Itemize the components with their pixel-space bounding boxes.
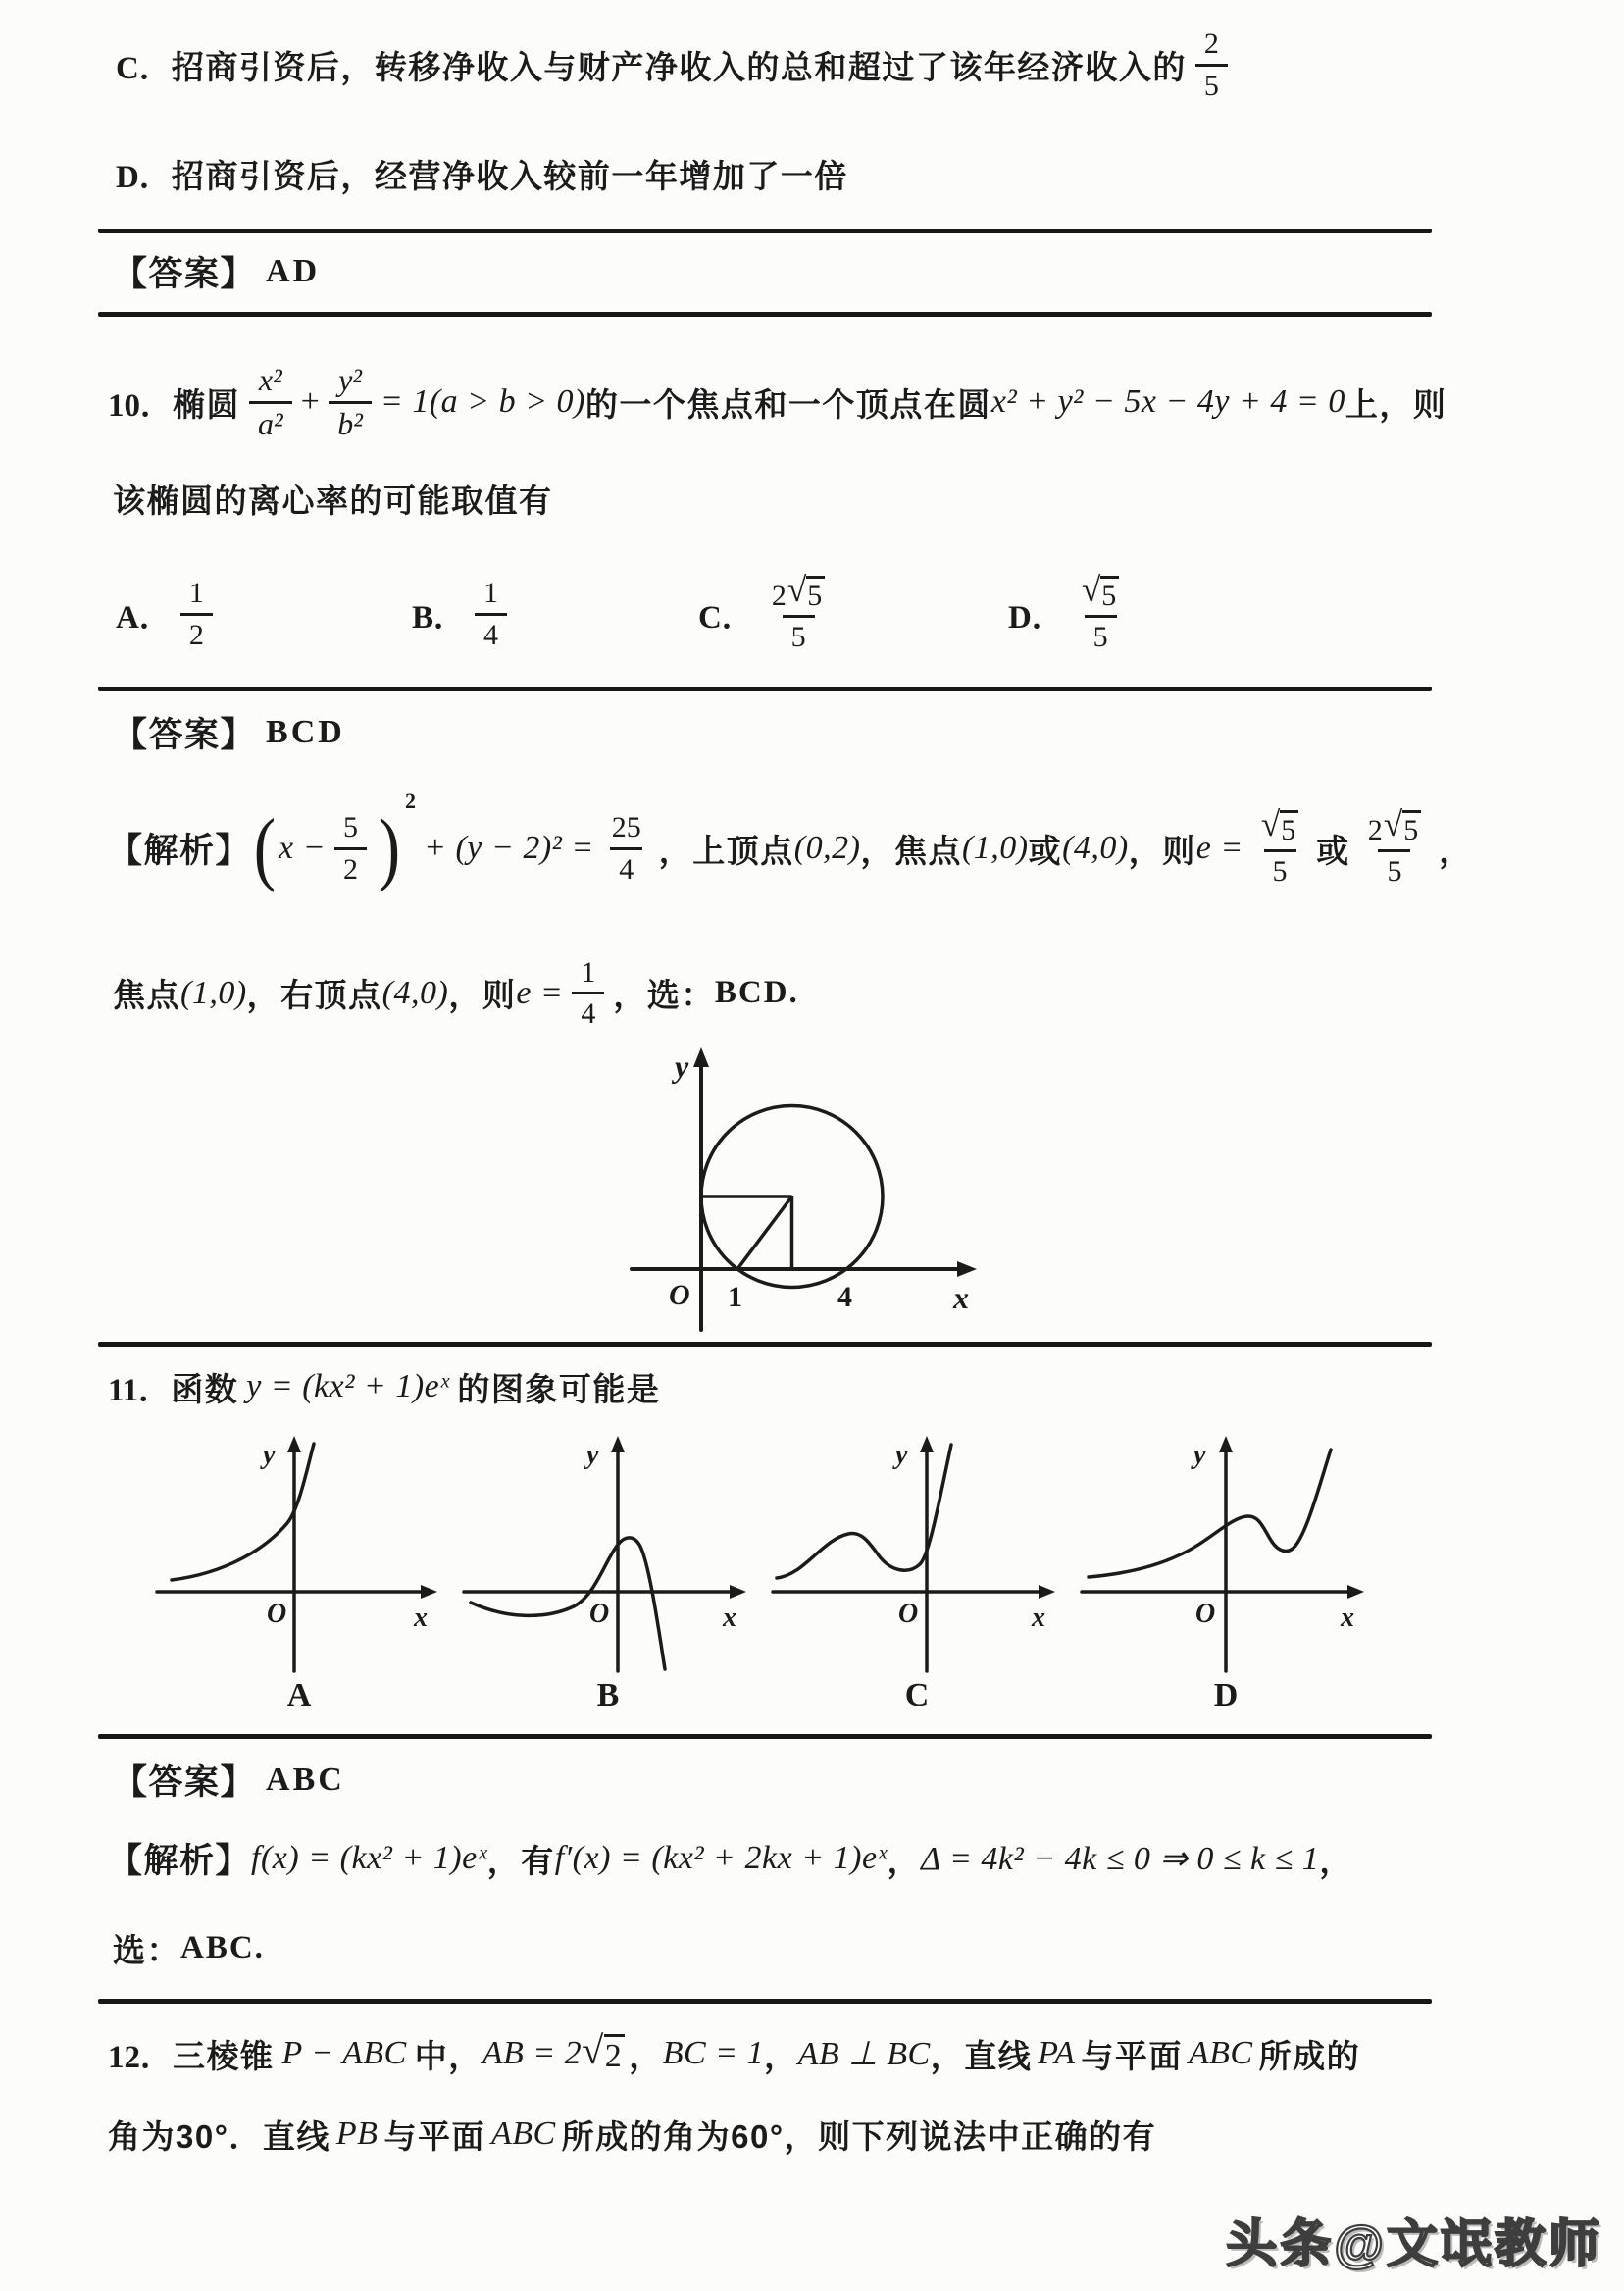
x-axis-label: x: [953, 1280, 969, 1315]
origin-label: O: [669, 1279, 690, 1311]
explanation-label: 【解析】: [108, 832, 252, 870]
option-d-label: D．: [1008, 599, 1064, 636]
x-axis-label: x: [1032, 1603, 1045, 1633]
explanation-q11-line2: [113, 1924, 265, 1971]
fraction-denominator: 5: [1085, 615, 1117, 653]
fraction-numerator: [1252, 803, 1307, 850]
exp-text: ，右顶点: [246, 977, 382, 1013]
origin-label: O: [898, 1599, 919, 1629]
radical-sign: √: [582, 2027, 604, 2072]
tetrahedron-name: P − ABC: [281, 2035, 407, 2071]
q12-text: ，: [764, 2037, 798, 2074]
fraction-numerator: 1: [581, 955, 596, 989]
circle-figure: [618, 1042, 1000, 1338]
graph-option-d: [1074, 1430, 1378, 1714]
curve-b: [471, 1538, 665, 1669]
answer-label: 【答案】: [113, 716, 257, 754]
option-c-label: C．: [698, 599, 754, 636]
graph-option-b: [456, 1430, 760, 1714]
expr-y-term: + (y − 2)² =: [424, 830, 594, 866]
point-1-0: (1,0): [180, 974, 247, 1011]
exp-text: ，: [887, 1842, 922, 1879]
fraction-numerator: [1359, 803, 1430, 850]
question-12-line2: [108, 2109, 1156, 2160]
point-1-0: (1,0): [961, 830, 1029, 866]
y-axis-arrow: [1219, 1436, 1233, 1452]
answer-row-q9: [113, 247, 320, 296]
fraction-2sqrt5-5: [763, 569, 834, 653]
q12-text: ，直线: [930, 2037, 1033, 2074]
option-c-q10: [698, 555, 842, 673]
origin-label: O: [267, 1599, 287, 1629]
question-10-line2: [113, 477, 553, 520]
or-text: 或: [1316, 832, 1350, 869]
explanation-q10-line2: [113, 937, 799, 1049]
sqrt-5: [1383, 803, 1421, 846]
radical-sign: √: [1260, 803, 1281, 843]
x-axis-arrow: [1347, 1585, 1364, 1599]
curve-d: [1089, 1450, 1331, 1577]
radical-sign: √: [1081, 569, 1101, 609]
fraction-numerator: 25: [611, 811, 641, 843]
expr-x-minus: x −: [279, 830, 327, 866]
line-pb: PB: [335, 2115, 379, 2152]
fraction-numerator: x²: [258, 361, 282, 397]
graph-c-svg: [765, 1430, 1069, 1677]
option-c-text: 招商引资后，转移净收入与财产净收入的总和超过了该年经济收入的: [171, 48, 1187, 85]
explanation-q11-line1: [108, 1830, 1353, 1887]
big-right-paren: ): [378, 802, 401, 894]
plus-sign: +: [300, 383, 321, 420]
fraction-denominator: 4: [610, 847, 642, 886]
ab-length: AB = 2: [482, 2035, 583, 2071]
coefficient: 2: [771, 579, 787, 612]
tick-1: 1: [728, 1281, 742, 1313]
y-axis-label: y: [586, 1440, 599, 1470]
exp-text: ，: [1319, 1842, 1353, 1879]
f-definition: f(x) = (kx² + 1)eˣ: [251, 1840, 487, 1876]
fraction-denominator: a²: [249, 401, 292, 441]
q12-text: ，: [629, 2037, 663, 2074]
fraction-denominator: 5: [783, 615, 815, 653]
watermark-toutiao: 头条@文氓教师: [1226, 2216, 1602, 2273]
x-axis-arrow: [1039, 1585, 1055, 1599]
line-pa: PA: [1038, 2035, 1076, 2071]
point-0-2: (0,2): [793, 830, 861, 866]
fraction-2sqrt5-5: [1359, 803, 1430, 888]
option-a-q10: [116, 567, 222, 661]
exp-text: 或: [1028, 832, 1063, 869]
section-divider: [98, 312, 1432, 317]
fraction-1-2: [180, 578, 213, 650]
answer-value: BCD: [266, 714, 345, 750]
fraction-numerator: [1073, 569, 1128, 616]
bc-length: BC = 1: [662, 2035, 765, 2071]
fraction-1-4: [475, 578, 507, 650]
y-axis-arrow: [611, 1436, 625, 1452]
x-axis-label: x: [1341, 1603, 1354, 1633]
option-b-q10: [412, 567, 516, 661]
explanation-q10-line1: [108, 775, 1473, 922]
eccentricity-eq: e =: [516, 974, 564, 1011]
question-10: [108, 329, 1446, 476]
big-left-paren: (: [253, 802, 277, 894]
point-4-0: (4,0): [1062, 830, 1129, 866]
graph-c-label: C: [904, 1677, 930, 1713]
fraction-numerator: y²: [338, 361, 362, 397]
sqrt-5: [787, 569, 825, 612]
point-4-0: (4,0): [381, 974, 449, 1011]
fraction-denominator: 2: [334, 847, 367, 886]
graph-option-a: [147, 1430, 451, 1714]
question-10-lead: 椭圆: [173, 385, 240, 423]
section-divider: [98, 1734, 1432, 1739]
question-12-number: 12．: [108, 2039, 173, 2075]
segment-diagonal: [737, 1196, 792, 1269]
exp-text: ，上顶点: [658, 832, 794, 869]
plane-abc: ABC: [490, 2115, 556, 2152]
fraction-numerator: 5: [343, 811, 359, 843]
ellipse-condition: = 1(a > b > 0): [380, 383, 585, 420]
section-divider: [98, 1342, 1432, 1347]
fraction-denominator: 4: [475, 613, 507, 651]
fraction-sqrt5-5: [1073, 569, 1128, 653]
graph-d-svg: [1074, 1430, 1378, 1677]
option-c-label: C．: [116, 50, 172, 86]
answer-row-q10: [113, 708, 345, 757]
radicand: 5: [806, 576, 825, 612]
fraction-x2-a2: [249, 361, 292, 441]
question-11-number: 11．: [108, 1372, 172, 1408]
q12-text: 与平面: [383, 2117, 485, 2155]
option-c: [116, 20, 1237, 110]
choose-text: ，选：: [613, 977, 715, 1013]
x-axis-label: x: [414, 1603, 428, 1633]
exp-text: ，则: [1128, 832, 1196, 869]
radicand: 5: [1100, 576, 1119, 612]
coefficient: 2: [1367, 813, 1383, 846]
fraction-numerator: 1: [188, 577, 204, 609]
explanation-label: 【解析】: [108, 1842, 252, 1880]
question-10-mid-text: 的一个焦点和一个顶点在圆: [584, 385, 991, 423]
fraction-denominator: 2: [180, 613, 213, 651]
chosen-answer: ABC.: [180, 1929, 265, 1965]
question-11-lead: 函数: [171, 1370, 239, 1407]
question-12: [108, 2022, 1360, 2085]
option-b-label: B．: [412, 599, 467, 636]
y-axis-arrow: [920, 1436, 934, 1452]
x-axis-label: x: [723, 1603, 736, 1633]
fraction-denominator: b²: [329, 401, 372, 441]
sqrt-5: [1081, 569, 1119, 612]
graph-b-label: B: [596, 1677, 620, 1713]
answer-value: ABC: [266, 1761, 345, 1798]
y-axis-arrow: [287, 1436, 301, 1452]
discriminant: Δ = 4k² − 4k ≤ 0 ⇒ 0 ≤ k ≤ 1: [921, 1841, 1320, 1877]
fraction-y2-b2: [329, 361, 372, 441]
option-d: [116, 152, 848, 195]
q12-text: 中，: [414, 2037, 482, 2074]
answer-value: AD: [266, 253, 321, 289]
q12-text: 与平面: [1081, 2037, 1183, 2074]
plane-abc: ABC: [1188, 2035, 1253, 2071]
graph-b-svg: [456, 1430, 760, 1677]
section-divider: [98, 687, 1432, 691]
section-divider: [98, 1999, 1432, 2004]
question-10-line2-text: 该椭圆的离心率的可能取值有: [113, 482, 553, 519]
q12-text: 所成的角为60°，则下列说法中正确的有: [561, 2117, 1157, 2155]
question-11: [108, 1361, 660, 1412]
option-d-label: D．: [116, 159, 172, 195]
fraction-2-5: [1195, 28, 1228, 101]
y-axis-label: y: [263, 1440, 276, 1470]
graph-d-label: D: [1213, 1677, 1239, 1713]
answer-row-q11: [113, 1756, 345, 1805]
fraction-numerator: 1: [483, 577, 499, 609]
x-axis-arrow: [730, 1585, 746, 1599]
radicand: 5: [1402, 810, 1421, 846]
radical-sign: √: [787, 569, 807, 609]
radicand: 5: [1280, 810, 1298, 846]
sqrt-5: [1260, 803, 1298, 846]
radical-sign: √: [1383, 803, 1403, 843]
choose-text: 选：: [113, 1931, 180, 1968]
f-derivative: f′(x) = (kx² + 2kx + 1)eˣ: [554, 1840, 888, 1876]
option-d-text: 招商引资后，经营净收入较前一年增加了一倍: [171, 157, 848, 194]
chosen-answer: BCD.: [714, 975, 799, 1010]
exp-text: ，焦点: [860, 832, 962, 869]
fraction-1-4: [572, 957, 604, 1030]
y-axis-label: y: [895, 1440, 908, 1470]
x-axis-arrow: [421, 1585, 437, 1599]
y-axis-label: y: [1193, 1440, 1206, 1470]
circle-figure-svg: [618, 1042, 1000, 1338]
fraction-25-4: [603, 812, 650, 885]
perpendicular-relation: AB ⊥ BC: [797, 2036, 931, 2072]
origin-label: O: [1195, 1599, 1216, 1629]
sqrt-2: [582, 2027, 625, 2074]
answer-label: 【答案】: [113, 1763, 257, 1802]
fraction-numerator: 2: [1203, 27, 1219, 60]
question-11-tail: 的图象可能是: [457, 1370, 661, 1407]
q12-text: 三棱锥: [173, 2037, 275, 2074]
graph-option-c: [765, 1430, 1069, 1714]
option-d-q10: [1008, 555, 1137, 673]
y-axis-arrow: [693, 1047, 709, 1067]
fraction-denominator: 5: [1195, 64, 1228, 102]
eccentricity-eq: e =: [1195, 830, 1243, 866]
question-11-formula: y = (kx² + 1)eˣ: [246, 1368, 450, 1404]
exp-text: ，有: [486, 1842, 555, 1879]
fraction-denominator: 5: [1264, 849, 1296, 888]
q12-text: 角为30°．直线: [108, 2117, 330, 2155]
origin-label: O: [589, 1599, 610, 1629]
option-a-label: A．: [116, 599, 172, 636]
fraction-denominator: 4: [572, 992, 604, 1030]
question-10-number: 10．: [108, 387, 173, 424]
y-axis-label: y: [675, 1048, 689, 1084]
question-10-tail-text: 上，则: [1345, 385, 1447, 423]
fraction-denominator: 5: [1378, 849, 1410, 888]
comma: ，: [1439, 832, 1473, 869]
section-divider: [98, 229, 1432, 233]
graph-a-label: A: [286, 1677, 312, 1713]
exp-text: ，则: [448, 977, 517, 1013]
exponent-2: 2: [405, 789, 417, 813]
x-axis-arrow: [957, 1261, 977, 1277]
fraction-5-2: [334, 812, 367, 885]
fraction-sqrt5-5: [1252, 803, 1307, 888]
circle-equation: x² + y² − 5x − 4y + 4 = 0: [990, 383, 1345, 420]
tick-4: 4: [837, 1281, 852, 1313]
exp-text: 焦点: [113, 977, 180, 1013]
graph-a-svg: [147, 1430, 451, 1677]
answer-label: 【答案】: [113, 255, 257, 293]
radicand: 2: [604, 2034, 626, 2074]
q12-text: 所成的: [1258, 2037, 1361, 2074]
fraction-numerator: [763, 569, 834, 616]
